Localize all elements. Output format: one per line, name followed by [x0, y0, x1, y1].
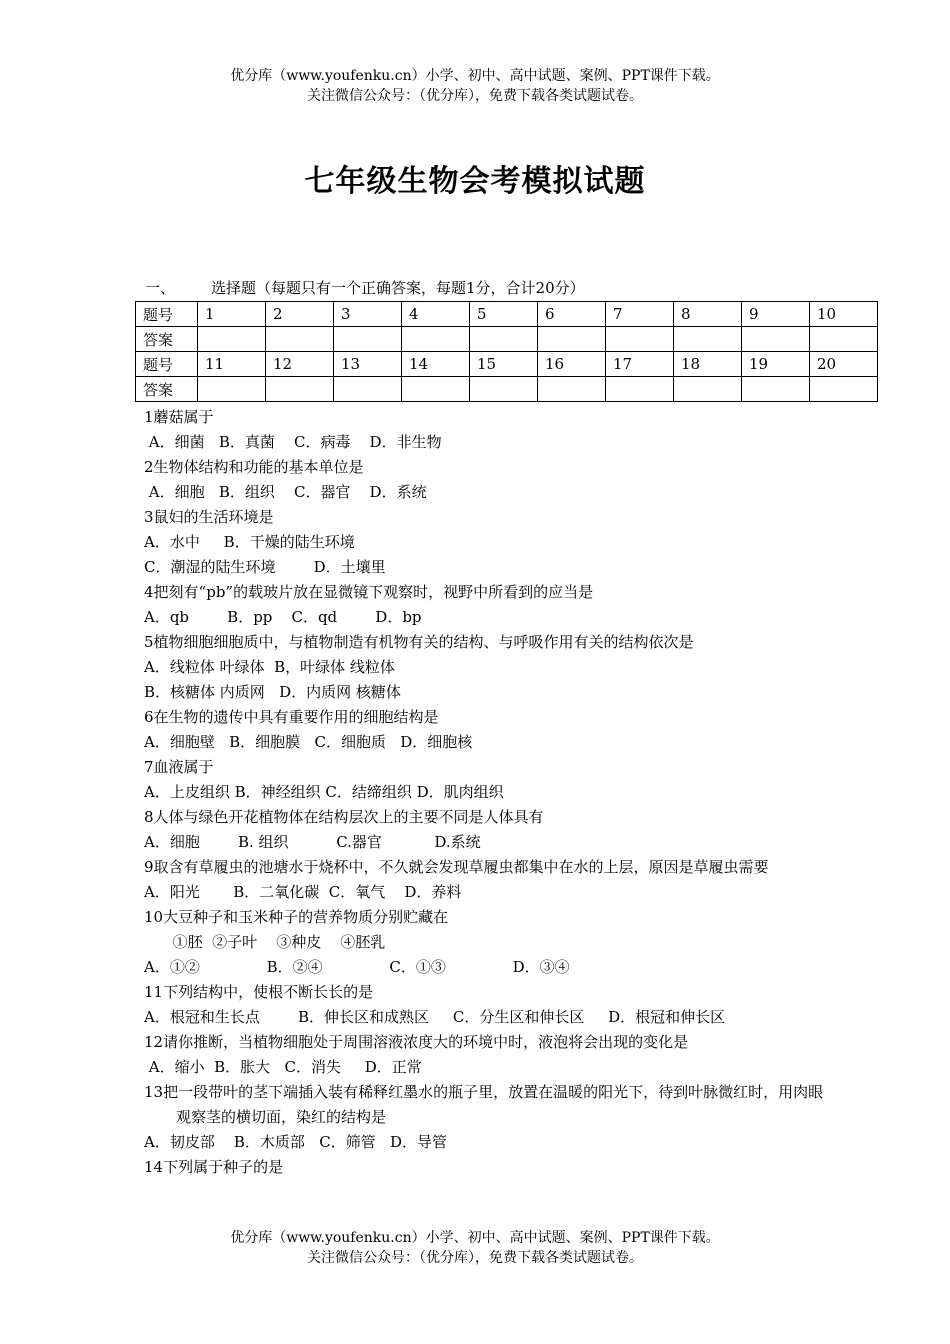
- question-options: A．线粒体 叶绿体 B，叶绿体 线粒体: [144, 658, 395, 676]
- question-stem: 7血液属于: [144, 758, 214, 776]
- question-stem: 6在生物的遗传中具有重要作用的细胞结构是: [144, 708, 439, 726]
- question-stem: 12请你推断，当植物细胞处于周围溶液浓度大的环境中时，液泡将会出现的变化是: [144, 1033, 689, 1051]
- question-stem: 14下列属于种子的是: [144, 1158, 284, 1176]
- number-cell: 16: [538, 352, 606, 377]
- question-stem: 10大豆种子和玉米种子的营养物质分别贮藏在: [144, 908, 449, 926]
- answer-cell[interactable]: [606, 377, 674, 402]
- question-stem: 9取含有草履虫的池塘水于烧杯中，不久就会发现草履虫都集中在水的上层，原因是草履虫需要: [144, 858, 769, 876]
- question-options: A．韧皮部 B．木质部 C．筛管 D．导管: [144, 1133, 448, 1151]
- number-cell: 7: [606, 302, 674, 327]
- answer-cell[interactable]: [810, 327, 878, 352]
- number-cell: 15: [470, 352, 538, 377]
- question-options: A．缩小 B．胀大 C．消失 D．正常: [144, 1058, 422, 1076]
- question-options: A．上皮组织 B．神经组织 C．结缔组织 D．肌肉组织: [144, 783, 504, 801]
- question-stem: 13把一段带叶的茎下端插入装有稀释红墨水的瓶子里，放置在温暖的阳光下，待到叶脉微红时，用肉眼观察茎的横切面，染红的结构是: [144, 1083, 824, 1126]
- question-options: A．细胞 B．组织 C．器官 D．系统: [144, 483, 427, 501]
- row-label-answer: 答案: [136, 377, 198, 402]
- number-cell: 2: [266, 302, 334, 327]
- answer-cell[interactable]: [266, 377, 334, 402]
- page-footer: [0, 1228, 950, 1268]
- question-options: A．细胞 B. 组织 C.器官 D.系统: [144, 833, 481, 851]
- answer-cell[interactable]: [538, 327, 606, 352]
- table-row-numbers-2: [136, 352, 878, 377]
- answer-cell[interactable]: [266, 327, 334, 352]
- table-row-answers-1: [136, 327, 878, 352]
- number-cell: 19: [742, 352, 810, 377]
- answer-cell[interactable]: [742, 377, 810, 402]
- question-options: A．根冠和生长点 B．伸长区和成熟区 C．分生区和伸长区 D．根冠和伸长区: [144, 1008, 726, 1026]
- table-row-numbers-1: [136, 302, 878, 327]
- answer-cell[interactable]: [470, 327, 538, 352]
- question-stem: 3鼠妇的生活环境是: [144, 508, 274, 526]
- number-cell: 17: [606, 352, 674, 377]
- question-options: C．潮湿的陆生环境 D．土壤里: [144, 558, 386, 576]
- table-row-answers-2: [136, 377, 878, 402]
- page-header: [0, 66, 950, 106]
- row-label-number: 题号: [136, 302, 198, 327]
- section-number: 一、: [145, 279, 176, 297]
- number-cell: 3: [334, 302, 402, 327]
- number-cell: 8: [674, 302, 742, 327]
- number-cell: 6: [538, 302, 606, 327]
- footer-line-1: 优分库（www.youfenku.cn）小学、初中、高中试题、案例、PPT课件下载。: [230, 1230, 720, 1246]
- answer-cell[interactable]: [810, 377, 878, 402]
- answer-cell[interactable]: [470, 377, 538, 402]
- section-text: 选择题（每题只有一个正确答案，每题1分，合计20分）: [211, 279, 585, 297]
- footer-line-2: 关注微信公众号：（优分库），免费下载各类试题试卷。: [307, 1250, 643, 1266]
- row-label-number: 题号: [136, 352, 198, 377]
- question-stem: 2生物体结构和功能的基本单位是: [144, 458, 364, 476]
- answer-cell[interactable]: [402, 327, 470, 352]
- answer-cell[interactable]: [674, 327, 742, 352]
- header-line-1: 优分库（www.youfenku.cn）小学、初中、高中试题、案例、PPT课件下载。: [230, 68, 720, 84]
- question-options: A．①② B．②④ C．①③ D．③④: [144, 958, 570, 976]
- question-stem: 11下列结构中，使根不断长长的是: [144, 983, 374, 1001]
- header-line-2: 关注微信公众号：（优分库），免费下载各类试题试卷。: [307, 88, 643, 104]
- question-options: A．细菌 B．真菌 C．病毒 D．非生物: [144, 433, 442, 451]
- number-cell: 14: [402, 352, 470, 377]
- number-cell: 5: [470, 302, 538, 327]
- answer-cell[interactable]: [674, 377, 742, 402]
- number-cell: 4: [402, 302, 470, 327]
- question-stem: 8人体与绿色开花植物体在结构层次上的主要不同是人体具有: [144, 808, 544, 826]
- question-options: A．水中 B．干燥的陆生环境: [144, 533, 355, 551]
- row-label-answer: 答案: [136, 327, 198, 352]
- question-list: [144, 405, 824, 1180]
- answer-cell[interactable]: [538, 377, 606, 402]
- number-cell: 11: [198, 352, 266, 377]
- question-options: ①胚 ②子叶 ③种皮 ④胚乳: [144, 933, 386, 951]
- number-cell: 12: [266, 352, 334, 377]
- question-stem: 1蘑菇属于: [144, 408, 214, 426]
- section-heading: [145, 277, 585, 299]
- answer-cell[interactable]: [334, 377, 402, 402]
- question-stem: 5植物细胞细胞质中，与植物制造有机物有关的结构、与呼吸作用有关的结构依次是: [144, 633, 694, 651]
- answer-cell[interactable]: [334, 327, 402, 352]
- number-cell: 20: [810, 352, 878, 377]
- question-options: A．细胞壁 B．细胞膜 C．细胞质 D．细胞核: [144, 733, 473, 751]
- question-options: A．qb B．pp C．qd D．bp: [144, 608, 422, 626]
- number-cell: 10: [810, 302, 878, 327]
- question-options: A．阳光 B．二氧化碳 C．氧气 D．养料: [144, 883, 462, 901]
- answer-table: [135, 301, 878, 402]
- number-cell: 1: [198, 302, 266, 327]
- question-options: B．核糖体 内质网 D．内质网 核糖体: [144, 683, 401, 701]
- page-title: 七年级生物会考模拟试题: [304, 164, 646, 199]
- answer-cell[interactable]: [606, 327, 674, 352]
- answer-cell[interactable]: [198, 377, 266, 402]
- number-cell: 18: [674, 352, 742, 377]
- answer-cell[interactable]: [198, 327, 266, 352]
- number-cell: 13: [334, 352, 402, 377]
- question-stem: 4把刻有“pb”的载玻片放在显微镜下观察时，视野中所看到的应当是: [144, 583, 594, 601]
- answer-cell[interactable]: [742, 327, 810, 352]
- answer-cell[interactable]: [402, 377, 470, 402]
- number-cell: 9: [742, 302, 810, 327]
